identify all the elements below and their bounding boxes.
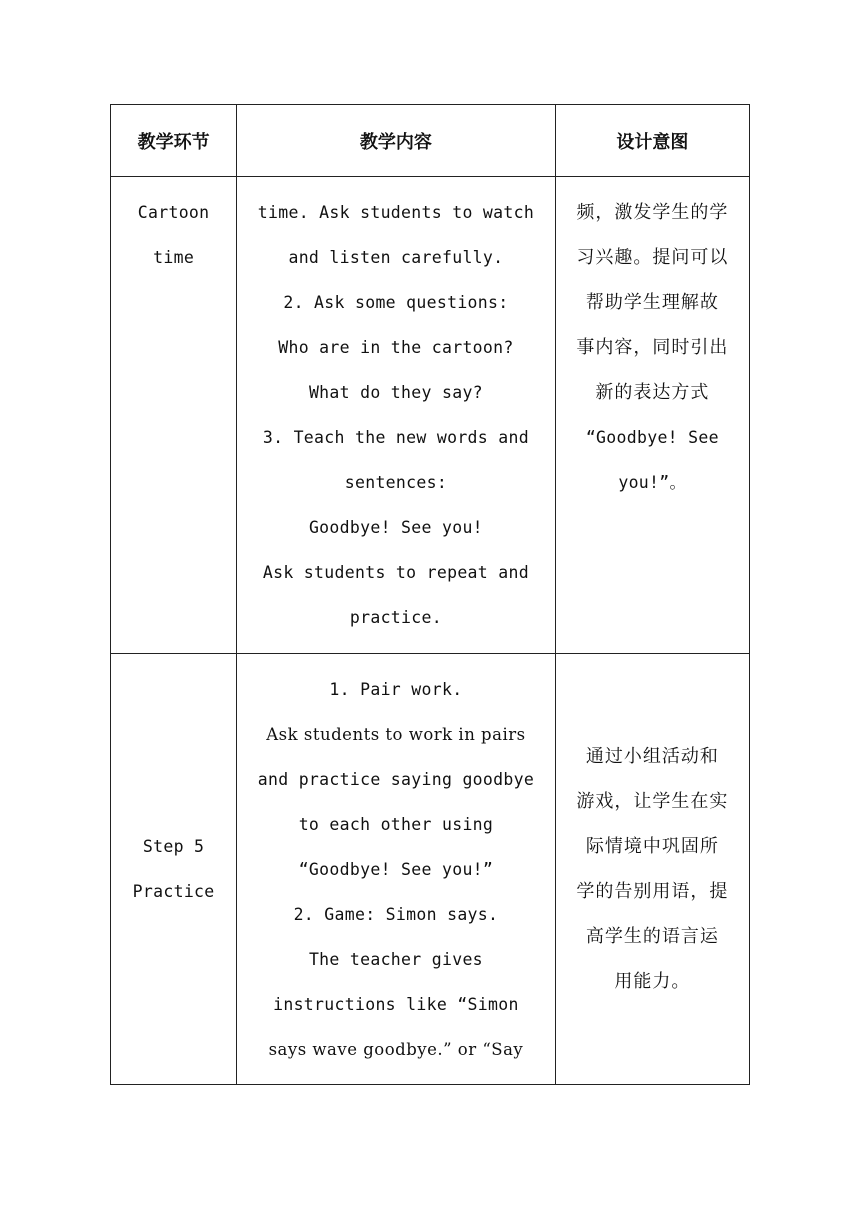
header-intent: 设计意图	[555, 105, 749, 177]
cell-content	[237, 654, 555, 1085]
content-line: The teacher gives	[308, 950, 483, 969]
content-line: “Goodbye! See you!”	[298, 860, 494, 879]
intent-line: 新的表达方式	[595, 382, 710, 403]
content-line: 2. Game: Simon says.	[293, 905, 499, 924]
intent-line: 帮助学生理解故	[585, 292, 719, 313]
table-row-cartoon-time	[111, 177, 750, 654]
content-line: instructions like “Simon	[273, 995, 519, 1014]
content-line: to each other using	[298, 815, 494, 834]
content-line: says wave goodbye.” or “Say	[268, 1040, 524, 1059]
content-line: and listen carefully.	[288, 248, 504, 267]
content-line: time. Ask students to watch	[257, 203, 535, 222]
header-content: 教学内容	[237, 105, 555, 177]
stage-line: Practice	[132, 882, 215, 901]
intent-line: 通过小组活动和	[585, 746, 719, 767]
intent-line: you!”。	[618, 473, 687, 492]
content-line: practice.	[349, 608, 442, 627]
content-line: 3. Teach the new words and	[262, 428, 529, 447]
content-line: sentences:	[344, 473, 448, 492]
cell-stage	[111, 177, 237, 654]
cell-stage	[111, 654, 237, 1085]
intent-line: “Goodbye! See	[585, 428, 719, 447]
stage-line: Cartoon	[137, 203, 210, 222]
intent-line: 频，激发学生的学	[576, 202, 729, 223]
table-row-step-5-practice	[111, 654, 750, 1085]
intent-line: 事内容，同时引出	[576, 337, 729, 358]
table-header-row	[111, 105, 750, 177]
content-line: Ask students to repeat and	[262, 563, 529, 582]
content-line: Who are in the cartoon?	[278, 338, 514, 357]
intent-line: 习兴趣。提问可以	[576, 247, 729, 268]
intent-line: 用能力。	[614, 971, 691, 992]
stage-line: Step 5	[142, 837, 205, 856]
content-line: 2. Ask some questions:	[283, 293, 509, 312]
intent-line: 学的告别用语，提	[576, 881, 729, 902]
stage-line: time	[153, 248, 195, 267]
cell-content	[237, 177, 555, 654]
content-line: What do they say?	[308, 383, 483, 402]
content-line: Ask students to work in pairs	[266, 725, 526, 744]
content-line: Goodbye! See you!	[308, 518, 483, 537]
content-line: and practice saying goodbye	[257, 770, 535, 789]
cell-intent	[555, 654, 749, 1085]
intent-line: 游戏，让学生在实	[576, 791, 729, 812]
header-stage: 教学环节	[111, 105, 237, 177]
intent-line: 际情境中巩固所	[585, 836, 719, 857]
lesson-plan-table	[110, 104, 750, 1085]
content-line: 1. Pair work.	[329, 680, 463, 699]
cell-intent	[555, 177, 749, 654]
intent-line: 高学生的语言运	[585, 926, 719, 947]
